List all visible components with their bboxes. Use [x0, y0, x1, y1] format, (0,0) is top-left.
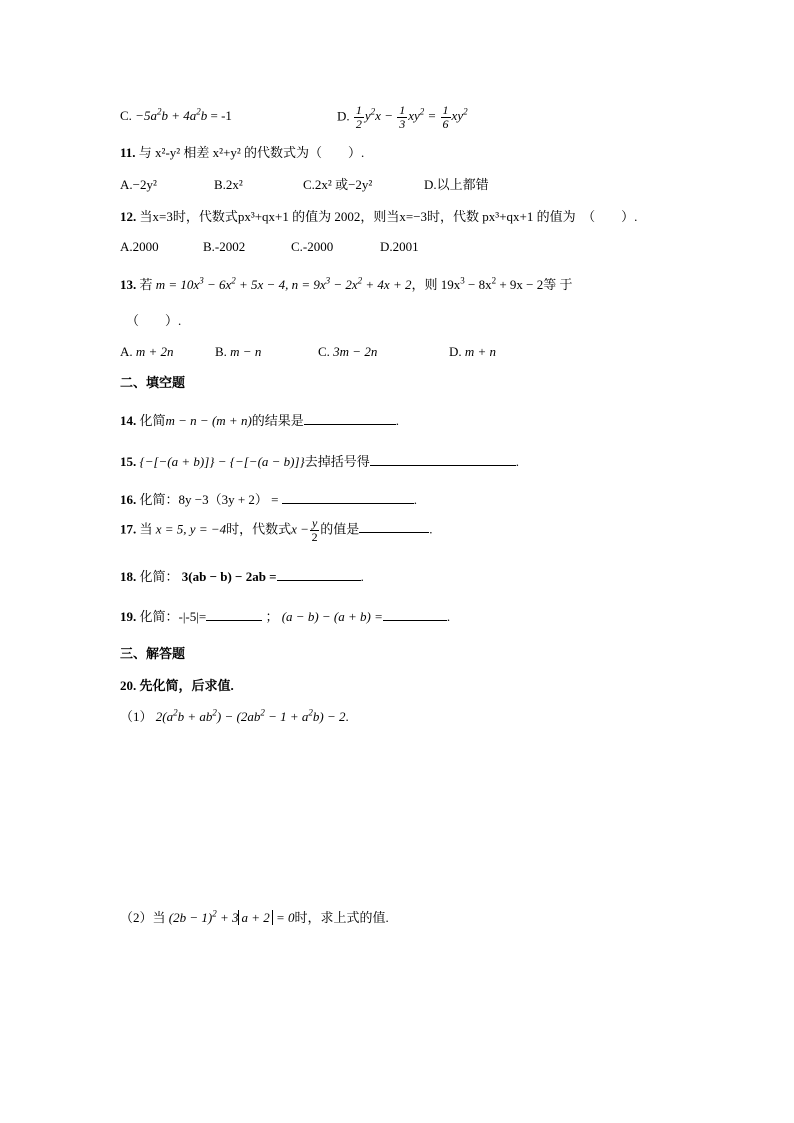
q11-option-d: D.以上都错 — [424, 177, 489, 192]
section-fill-in-title: 二、填空题 — [120, 375, 186, 390]
q13-paren: （ ）. — [126, 313, 182, 328]
q16-line: 16. 化简：8y −3（3y + 2） = . — [120, 489, 417, 509]
q13-option-b: B. m − n — [215, 344, 262, 359]
q10-option-d: D. $\frac{1}{2}$ $y^2x$ − $\frac{1}{3}$ $xy^2$ = $\frac{1}{6}$ $xy^2$ — [337, 103, 468, 131]
q10-option-c: C. $-5a^2b + 4a^2b = -1$ — [120, 106, 232, 123]
q18-answer-blank[interactable] — [277, 566, 361, 581]
q15-answer-blank[interactable] — [370, 451, 516, 466]
q10-c-expr: $-5a^2b + 4a^2b$ — [135, 106, 208, 123]
q16-answer-blank[interactable] — [282, 489, 414, 504]
q11-stem: 11. 与 x²-y² 相差 x²+y² 的代数式为（ ）. — [120, 145, 365, 160]
q11-option-c: C.2x² 或−2y² — [303, 177, 373, 192]
q13-option-d: D. m + n — [449, 344, 497, 359]
q20-part2: （2）当 $(2b - 1)^2 + 3$ a + 2 = 0时，求上式的值. — [120, 908, 389, 925]
q11-option-b: B.2x² — [214, 177, 243, 192]
q12-stem: 12. 当x=3时，代数式px³+qx+1 的值为 2002，则当x=−3时，代数 px³+qx+1 的值为 （ ）. — [120, 209, 638, 224]
q14-line: 14. 化简m − n − (m + n)的结果是 . — [120, 410, 399, 430]
q20-part1: （1） $2(a^2b + ab^2) - (2ab^2 - 1 + a^2b) - 2$. — [120, 707, 349, 724]
q12-option-c: C.-2000 — [291, 239, 334, 254]
q12-option-a: A.2000 — [120, 239, 159, 254]
q12-option-d: D.2001 — [380, 239, 419, 254]
q12-option-b: B.-2002 — [203, 239, 246, 254]
q19-line: 19. 化简：-|-5|= ； (a − b) − (a + b) = . — [120, 606, 450, 626]
q15-line: 15. {−[−(a + b)]} − {−[−(a − b)]}去掉括号得 . — [120, 451, 519, 471]
q17-line: 17. 当 x = 5, y = −4时，代数式x − $\frac{y}{2}$ 的值是 . — [120, 516, 433, 544]
q13-mn-def: $m = 10x^3 - 6x^2 + 5x - 4$, $n = 9x^3 - 2x^2 + 4x + 2$ — [155, 275, 412, 292]
section-answer-title: 三、解答题 — [120, 646, 186, 661]
q19-answer-blank-1[interactable] — [206, 606, 262, 621]
q13-option-c: C. 3m − 2n — [318, 344, 378, 359]
q18-line: 18. 化简： 3(ab − b) − 2ab = . — [120, 566, 364, 586]
q14-answer-blank[interactable] — [304, 410, 396, 425]
q13-target-expr: $19x^3 - 8x^2 + 9x - 2$ — [440, 275, 544, 292]
q13-stem: 13. 若 $m = 10x^3 - 6x^2 + 5x - 4$, $n = 9x^3 - 2x^2 + 4x + 2$，则 $19x^3 - 8x^2 + 9x - 2$等 于 — [120, 275, 573, 292]
q20-title: 20. 先化简，后求值. — [120, 678, 234, 693]
q13-option-a: A. m + 2n — [120, 344, 174, 359]
q11-option-a: A.−2y² — [120, 177, 157, 192]
q19-answer-blank-2[interactable] — [383, 606, 447, 621]
q17-answer-blank[interactable] — [359, 518, 429, 533]
